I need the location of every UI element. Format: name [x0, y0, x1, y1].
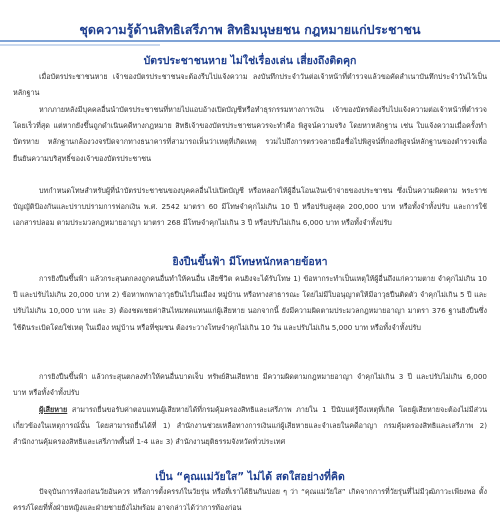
paragraph-gunfire-3 [13, 402, 487, 468]
section-heading-teen-mom: เป็น “คุณแม่วัยใส” ไม่ได้ สดใสอย่างที่คิด [155, 471, 345, 483]
paragraph-id-card-3: บทกำหนดโทษสำหรับผู้ที่นำบัตรประชาชนของบุคคลอื่นไปเปิดบัญชี หรือหลอกให้ผู้อื่นโอนเงินเข้าจ่ายของประชาชน ซึ่งเป็นความผิดตาม พระราชบัญญัติป้องกันและปราบปรามการฟอกเงิน พ.ศ. 2542 มาตรา 60 มีโทษจำคุกไม่เกิน 10 ปี หรือปรับสูงสุด 200,000 บาท หรือทั้งจำทั้งปรับ และการใช้เอกสารปลอม ตามประมวลกฎหมายอาญา มาตรา 268 มีโทษจำคุกไม่เกิน 3 ปี หรือปรับไม่เกิน 6,000 บาท หรือทั้งจำทั้งปรับ [13, 186, 487, 228]
victim-label: ผู้เสียหาย [39, 405, 68, 414]
paragraph-teen-mom-1: ปัจจุบันการท้องก่อนวัยอันควร หรือการตั้งครรภ์ในวัยรุ่น หรือที่เราได้ยินกันบ่อย ๆ ว่า “คุณแม่วัยใส” เกิดจากการที่วัยรุ่นที่ไม่มีวุฒิภาวะเพียงพอ ตั้งครรภ์โดยที่ทั้งฝ่ายหญิงและฝ่ายชายยังไม่พร้อม อาจกล่าวได้ว่าการท้องก่อน [13, 487, 487, 513]
paragraph-id-card-2: หากภายหลังมีบุคคลอื่นนำบัตรประชาชนที่หายไปแอบอ้างเปิดบัญชีหรือทำธุรกรรมทางการเงิน เจ้าของบัตรต้องรีบไปแจ้งความต่อเจ้าหน้าที่ตำรวจโดยเร็วที่สุด แต่หากยังขึ้นถูกดำเนินคดีทางกฎหมาย สิทธิเจ้าของบัตรประชาชนควรจะทำคือ พิสูจน์ความจริง โดยหาหลักฐาน เช่น ใบแจ้งความเมื่อครั้งทำบัตรหาย หลักฐานกล้องวงจรปิดจากทางธนาคารที่สามารถเห็นว่าเหตุที่เกิดเหตุ รวมไปถึงการตรวจลายมือชื่อไปพิสูจน์ที่กองพิสูจน์หลักฐานของตำรวจเพื่อยืนยันความบริสุทธิ์ของเจ้าของบัตรประชาชน [13, 105, 487, 163]
title-accent-divider [0, 44, 160, 46]
section-heading-id-card: บัตรประชาชนหาย ไม่ใช่เรื่องเล่น เสี่ยงถึงติดคุก [143, 55, 357, 67]
victim-text: สามารถยื่นขอรับค่าตอบแทนผู้เสียหายได้ที่กรมคุ้มครองสิทธิและเสรีภาพ ภายใน 1 ปีนับแต่รู้ถึงเหตุที่เกิด โดยผู้เสียหายจะต้องไม่มีส่วนเกี่ยวข้องในเหตุการณ์นั้น โดยสามารถยื่นได้ที่ 1) สำนักงานช่วยเหลือทางการเงินแก่ผู้เสียหายและจำเลยในคดีอาญา กรมคุ้มครองสิทธิและเสรีภาพ 2) สำนักงานคุ้มครองสิทธิและเสรีภาพพื้นที่ 1-4 และ 3) สำนักงานยุติธรรมจังหวัดทั่วประเทศ [13, 405, 487, 447]
paragraph-gunfire-1: การยิงปืนขึ้นฟ้า แล้วกระสุนตกลงถูกคนอื่นทำให้คนอื่น เสียชีวิต คนยิงจะได้รับโทษ 1) ข้อหากระทำเป็นเหตุให้ผู้อื่นถึงแก่ความตาย จำคุกไม่เกิน 10 ปี และปรับไม่เกิน 20,000 บาท 2) ข้อหาพกพาอาวุธปืนไปในเมือง หมู่บ้าน หรือทางสาธารณะ โดยไม่มีใบอนุญาตให้มีอาวุธปืนติดตัว จำคุกไม่เกิน 5 ปี และปรับไม่เกิน 10,000 บาท และ 3) ต้องชดเชยค่าสินไหมทดแทนแก่ผู้เสียหาย นอกจากนี้ ยังมีความผิดตามประมวลกฎหมายอาญา มาตรา 376 ฐานยิงปืนซึ่งใช้ดินระเบิดโดยใช่เหตุ ในเมือง หมู่บ้าน หรือที่ชุมชน ต้องระวางโทษจำคุกไม่เกิน 10 วัน และปรับไม่เกิน 5,000 บาท หรือทั้งจำทั้งปรับ [13, 274, 487, 332]
paragraph-gunfire-2: การยิงปืนขึ้นฟ้า แล้วกระสุนตกลงทำให้คนอื่นบาดเจ็บ ทรัพย์สินเสียหาย มีความผิดตามกฎหมายอาญา จำคุกไม่เกิน 3 ปี และปรับไม่เกิน 6,000 บาท หรือทั้งจำทั้งปรับ [13, 372, 487, 398]
section-heading-gunfire: ยิงปืนขึ้นฟ้า มีโทษหนักหลายข้อหา [172, 256, 328, 268]
paragraph-id-card-1: เมื่อบัตรประชาชนหาย เจ้าของบัตรประชาชนจะต้องรีบไปแจ้งความ ลงบันทึกประจำวันต่อเจ้าหน้าที่ตำรวจแล้วขอคัดสำเนาบันทึกประจำวันไว้เป็นหลักฐาน [13, 72, 487, 98]
page-title: ชุดความรู้ด้านสิทธิเสรีภาพ สิทธิมนุษยชน กฎหมายแก่ประชาชน [79, 22, 421, 37]
title-divider [0, 40, 500, 42]
